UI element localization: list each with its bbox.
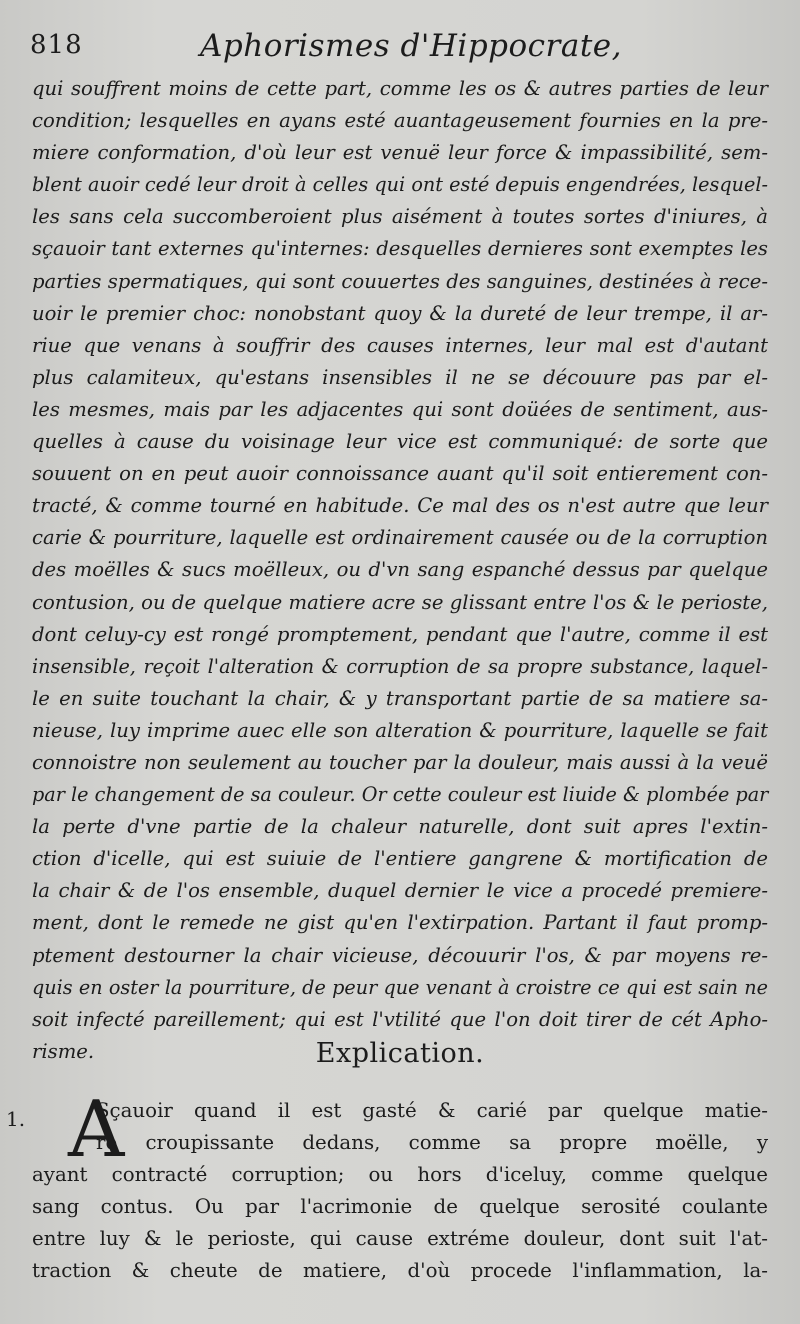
text-line: sçauoir tant externes qu'internes: desquelles dernieres sont exemptes les — [32, 237, 768, 261]
text-line: traction & cheute de matiere, d'où procede l'inflammation, la- — [32, 1259, 768, 1282]
text-line: contusion, ou de quelque matiere acre se glissant entre l'os & le perioste, — [32, 590, 768, 614]
text-line: nieuse, luy imprime auec elle son alteration & pourriture, laquelle se fait — [32, 718, 768, 742]
text-line: quis en oster la pourriture, de peur que venant à croistre ce qui est sain ne — [32, 975, 768, 999]
text-line: plus calamiteux, qu'estans insensibles il ne se découure pas par el- — [32, 365, 768, 389]
text-line: riue que venans à souffrir des causes internes, leur mal est d'autant — [32, 333, 768, 357]
explication-text — [32, 1095, 768, 1287]
text-line: soit infecté pareillement; qui est l'vtilité que l'on doit tirer de cét Apho- — [32, 1007, 768, 1031]
text-line: tracté, & comme tourné en habitude. Ce mal des os n'est autre que leur — [32, 494, 768, 518]
text-line: uoir le premier choc: nonobstant quoy & la dureté de leur trempe, il ar- — [32, 301, 768, 325]
text-line: blent auoir cedé leur droit à celles qui ont esté depuis engendrées, lesquel- — [32, 173, 768, 197]
text-line: Sçauoir quand il est gasté & carié par quelque matie- — [96, 1099, 768, 1122]
text-line: ayant contracté corruption; ou hors d'iceluy, comme quelque — [32, 1163, 768, 1186]
text-line: le en suite touchant la chair, & y transportant partie de sa matiere sa- — [32, 686, 768, 710]
text-line: quelles à cause du voisinage leur vice est communiqué: de sorte que — [32, 430, 768, 454]
text-line: connoistre non seulement au toucher par la douleur, mais aussi à la veuë — [32, 750, 768, 774]
text-line: la chair & de l'os ensemble, duquel dernier le vice a procedé premiere- — [32, 879, 768, 903]
text-line: des moëlles & sucs moëlleux, ou d'vn sang espanché dessus par quelque — [32, 558, 768, 582]
text-line: souuent on en peut auoir connoissance auant qu'il soit entierement con- — [32, 462, 768, 486]
text-line: sang contus. Ou par l'acrimonie de quelque serosité coulante — [32, 1195, 768, 1218]
text-line: les mesmes, mais par les adjacentes qui sont doüées de sentiment, aus- — [32, 397, 768, 421]
text-line: ction d'icelle, qui est suiuie de l'entiere gangrene & mortification de — [32, 847, 768, 871]
text-line: qui souffrent moins de cette part, comme les os & autres parties de leur — [32, 77, 768, 100]
running-title: Aphorismes d'Hippocrate, — [200, 28, 622, 64]
drop-cap-letter: A — [68, 1085, 125, 1175]
page-number: 818 — [30, 30, 83, 60]
text-line: miere conformation, d'où leur est venuë leur force & impassibilité, sem- — [32, 141, 768, 165]
text-line: les sans cela succomberoient plus aisément à toutes sortes d'iniures, à — [32, 205, 768, 229]
text-line: condition; lesquelles en ayans esté auantageusement fournies en la pre- — [32, 109, 768, 133]
text-line: ptement destourner la chair vicieuse, découurir l'os, & par moyens re- — [32, 943, 768, 967]
text-line: la perte d'vne partie de la chaleur naturelle, dont suit apres l'extin- — [32, 815, 768, 839]
text-line: carie & pourriture, laquelle est ordinairement causée ou de la corruption — [32, 526, 768, 550]
text-line: entre luy & le perioste, qui cause extréme douleur, dont suit l'at- — [32, 1227, 768, 1250]
text-line: risme. — [32, 1039, 95, 1063]
page-header — [30, 28, 770, 68]
commentary-text — [32, 73, 768, 1068]
text-line: par le changement de sa couleur. Or cette couleur est liuide & plombée par — [32, 783, 769, 807]
paragraph-number: 1. — [6, 1107, 26, 1131]
text-line: insensible, reçoit l'alteration & corruption de sa propre substance, laquel- — [32, 654, 768, 678]
text-line: ment, dont le remede ne gist qu'en l'extirpation. Partant il faut promp- — [32, 911, 768, 935]
text-line: re croupissante dedans, comme sa propre moëlle, y — [96, 1131, 768, 1154]
text-line: dont celuy-cy est rongé promptement, pendant que l'autre, comme il est — [32, 622, 768, 646]
text-line: parties spermatiques, qui sont couuertes des sanguines, destinées à rece- — [32, 269, 768, 293]
section-heading: Explication. — [315, 1038, 485, 1069]
